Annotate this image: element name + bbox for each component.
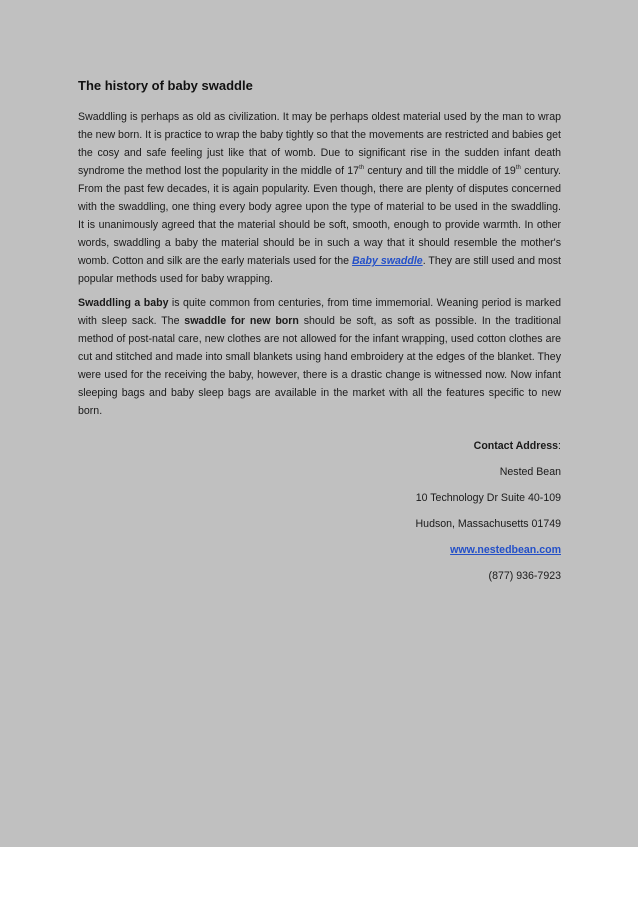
contact-heading: Contact Address bbox=[473, 440, 559, 452]
article bbox=[78, 78, 561, 426]
paragraph-text: should be soft, as soft as possible. In the traditional method of post-natal care, new clothes are not allowed for the infant wrapping, used cotton clothes are cut and stitched and made into small blankets using hand embroidery at the edges of the blanket. They were used for the receiving the baby, however, there is a drastic change is witnessed now. Now infant sleeping bags and baby sleep bags are available in the market with all the features specific to new born. bbox=[78, 315, 561, 417]
contact-address bbox=[416, 437, 561, 593]
bold-phrase: Swaddling a baby bbox=[78, 297, 169, 309]
website-link[interactable]: www.nestedbean.com bbox=[450, 544, 561, 556]
superscript: th bbox=[515, 165, 521, 171]
paragraph-text: century and till the middle of 19 bbox=[364, 165, 516, 177]
paragraph-swaddling bbox=[78, 294, 561, 420]
paragraph-history bbox=[78, 108, 561, 288]
contact-city: Hudson, Massachusetts 01749 bbox=[415, 518, 561, 530]
contact-company: Nested Bean bbox=[499, 466, 561, 478]
paragraph-text: . They are still used and most popular methods used for baby wrapping. bbox=[78, 255, 561, 285]
contact-street: 10 Technology Dr Suite 40-109 bbox=[415, 492, 561, 504]
contact-heading-line bbox=[416, 437, 561, 463]
paragraph-text: is quite common from centuries, from time immemorial. Weaning period is marked with sleep sack. The bbox=[78, 297, 561, 327]
superscript: th bbox=[359, 165, 365, 171]
contact-phone: (877) 936-7923 bbox=[488, 570, 561, 582]
contact-colon: : bbox=[558, 440, 561, 452]
paragraph-text: Swaddling is perhaps as old as civilization. It may be perhaps oldest material used by the man to wrap the new born. It is practice to wrap the baby tightly so that the movements are restricted and babies get the cosy and safe feeling just like that of womb. Due to significant rise in the sudden infant death syndrome the method lost the popularity in the middle of 17 bbox=[78, 111, 561, 177]
article-title: The history of baby swaddle bbox=[78, 78, 253, 93]
bold-phrase: swaddle for new born bbox=[184, 315, 299, 327]
baby-swaddle-link[interactable]: Baby swaddle bbox=[352, 255, 423, 267]
contact-website-line bbox=[416, 541, 561, 567]
paragraph-text: century. From the past few decades, it is again popularity. Even though, there are plenty of disputes concerned with the swaddling, one thing every body agree upon the type of material to be used in the swaddling. It is unanimously agreed that the material should be soft, smooth, enough to provide warmth. In other words, swaddling a baby the material should be in such a way that it should resemble the mother's womb. Cotton and silk are the early materials used for the bbox=[78, 165, 561, 267]
